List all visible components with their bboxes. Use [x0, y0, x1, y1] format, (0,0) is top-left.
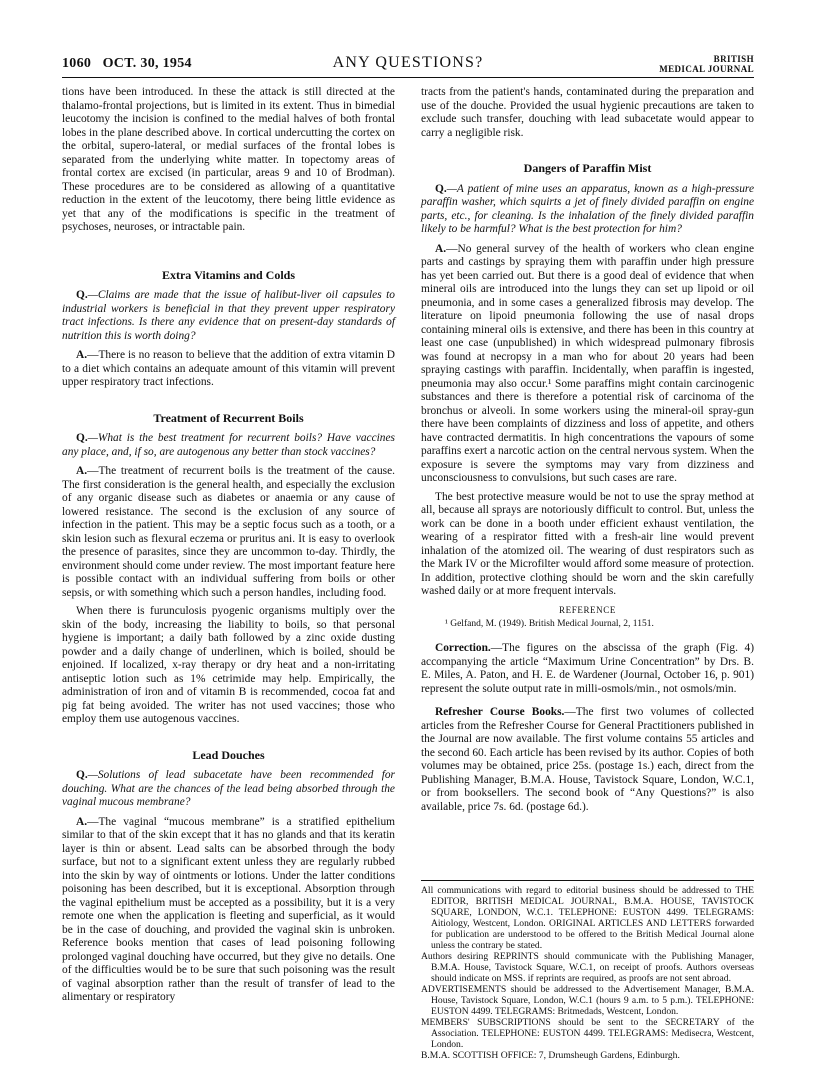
- answer-vitamins: A.—There is no reason to believe that the addition of extra vitamin D to a diet which contains an adequate amount of this vitamin will prevent upper respiratory tract infections.: [62, 349, 395, 388]
- page-header: [62, 52, 754, 80]
- notice-scottish-office: B.M.A. SCOTTISH OFFICE: 7, Drumsheugh Gardens, Edinburgh.: [421, 1050, 680, 1061]
- notice-advertisements: ADVERTISEMENTS should be addressed to the Advertisement Manager, B.M.A. House, Tavistock Square, London, W.C.1 (hours 9 a.m. to 5 p.m.). TELEPHONE: EUSTON 4499. TELEGRAMS: Britmedads, Westcent, London.: [421, 984, 754, 1017]
- notices-rule: [421, 880, 754, 881]
- office-notices: [421, 880, 754, 1061]
- answer-lead-continued: tracts from the patient's hands, contaminated during the preparation and use of the douche. Provided the usual hygienic precautions are taken to exclude such transfer, douching with lead subacetate would appear to carry a negligible risk.: [421, 86, 754, 139]
- refresher-note: Refresher Course Books.—The first two volumes of collected articles from the Refresher Course for General Practitioners published in the Journal are now available. The first volume contains 55 articles and the second 60. Each article has been revised by its author. Copies of both volumes may be obtained, price 25s. (postage 1s.) each, direct from the Publishing Manager, B.M.A. House, Tavistock Square, London, W.C.1, or from booksellers. The second book of “Any Questions?” is also available, price 7s. 6d. (postage 6d.).: [421, 706, 754, 813]
- notice-reprints: Authors desiring REPRINTS should communicate with the Publishing Manager, B.M.A. House, Tavistock Square, W.C.1, on receipt of proofs. Authors overseas should indicate on MSS. if reprints are required, as proofs are not sent abroad.: [421, 951, 754, 984]
- question-boils: Q.—What is the best treatment for recurrent boils? Have vaccines any place, and, if so, are autogenous any better than stock vaccines?: [62, 432, 395, 458]
- notice-subscriptions: MEMBERS' SUBSCRIPTIONS should be sent to the SECRETARY of the Association. TELEPHONE: EUSTON 4499. TELEGRAMS: Medisecra, Westcent, London.: [421, 1017, 754, 1050]
- reference-item: ¹ Gelfand, M. (1949). British Medical Journal, 2, 1151.: [445, 619, 654, 629]
- heading-extra-vitamins: Extra Vitamins and Colds: [161, 267, 296, 282]
- heading-recurrent-boils: Treatment of Recurrent Boils: [153, 410, 304, 425]
- heading-lead-douches: Lead Douches: [192, 747, 265, 762]
- left-column: [62, 86, 395, 1010]
- reference-heading: REFERENCE: [559, 604, 616, 615]
- answer-boils-p2: When there is furunculosis pyogenic organisms multiply over the skin of the body, increasing the liability to boils, so that personal hygiene is important; a daily bath followed by a zinc oxide dusting powder and a daily change of underlinen, which is boiled, should be enjoined. If localized, x-ray therapy or dry heat and a non-irritating antiseptic lotion such as 1% cetrimide may help. Empirically, the administration of iron and of vitamin B is recommended, cocoa fat and pig fat being avoided. The writer has not used vaccines; those who employ them use autogenous vaccines.: [62, 605, 395, 725]
- page-number-date: 1060 OCT. 30, 1954: [62, 56, 192, 71]
- answer-boils: A.—The treatment of recurrent boils is the treatment of the cause. The first consideration is the general health, and especially the exclusion of any organic disease such as diabetes or anaemia or any cause of lowered resistance. The second is the exclusion of any source of infection in the patient. This may be a septic focus such as a tooth, or a skin lesion such as flexural eczema or pruritus ani. It is easy to overlook the presence of parasites, since they are uncommon to-day. Thirdly, the environment should come under review. The most important feature here is possible contact with an individual suffering from boils or other sepsis, or with something which such a person handles, including food.: [62, 465, 395, 599]
- heading-paraffin-mist: Dangers of Paraffin Mist: [523, 161, 652, 175]
- journal-name: BRITISH MEDICAL JOURNAL: [659, 54, 754, 74]
- answer-paraffin: A.—No general survey of the health of workers who clean engine parts and castings by spraying them with paraffin under high pressure has yet been carried out. But there is a good deal of evidence that when mineral oils are introduced into the lungs they can set up lipoid or oil pneumonia, and in some cases a generalized fibrosis may develop. The literature on lipoid pneumonia following the use of nasal drops containing mineral oils is extensive, and there has been in this country at least one case (unpublished) in which widespread pulmonary fibrosis was found at necropsy in a man who for about 20 years had been spraying castings with paraffin. Incidentally, when paraffin is ingested, pneumonia may also occur.¹ Some paraffins might contain carcinogenic substances and there is therefore a potential risk of carcinoma of the bronchus or alveoli. In some workers using the mineral-oil spray-gun there have been complaints of dizziness and loss of appetite, and others have contracted dermatitis. In high concentrations the vapours of some paraffins exert a narcotic action on the central nervous system. When the exposure is severe the symptoms may vary from dizziness and unconsciousness to convulsions, but such cases are rare.: [421, 242, 754, 484]
- question-vitamins: Q.—Claims are made that the issue of halibut-liver oil capsules to industrial workers is beneficial in that they prevent upper respiratory tract infections. Is there any evidence that on present-day standards of nutrition this is worth doing?: [62, 289, 395, 342]
- right-column: [421, 86, 754, 818]
- section-title: ANY QUESTIONS?: [332, 54, 484, 71]
- answer-paraffin-p2: The best protective measure would be not to use the spray method at all, because all sprays are notoriously difficult to control. But, unless the work can be done in a booth under efficient exhaust ventilation, the wearing of a respirator fitted with a fresh-air line would prevent inhalation of the atomized oil. The wearing of dust respirators such as the Mark IV or the Microfilter would afford some measure of protection. In addition, protective clothing should be worn and the skin carefully washed daily or at more frequent intervals.: [421, 490, 754, 597]
- continued-paragraph: tions have been introduced. In these the attack is still directed at the thalamo-frontal projections, but is limited in its extent. Thus in bimedial leucotomy the incision is confined to the medial halves of both frontal lobes in the plane described above. In cortical undercutting the cortex on the orbital, supero-lateral, or medial surfaces of the frontal lobes is separated from the underlying white matter. In topectomy areas of frontal cortex are excised (in particular, areas 9 and 10 of Brodman). These procedures are to be considered as allowing of a quantitative reduction in the extent of the leucotomy, there being little evidence as yet that any of the modifications is specific in the treatment of psychoses, neuroses, or intractable pain.: [62, 86, 395, 233]
- answer-lead: A.—The vaginal “mucous membrane” is a stratified epithelium similar to that of the skin except that it has no glands and that its keratin layer is thin or absent. Lead salts can be absorbed through the body surface, but not to a significant extent unless they are regularly rubbed into the skin by way of ointments or lotions. Under the latter conditions poisoning has been described, but it is exceptional. Absorption through the vaginal epithelium must be accepted as a possibility, but it is a very remote one when the application is fleeting and superficial, as it would be in the case of douching, and provided the vaginal skin is unbroken. Reference books mention that cases of lead poisoning following prolonged vaginal douching have occurred, but they give no details. One of the difficulties would be to be sure that such poisoning was the result of vaginal absorption rather than the result of transfer of lead to the alimentary or respiratory: [62, 815, 395, 1003]
- correction-note: Correction.—The figures on the abscissa of the graph (Fig. 4) accompanying the article “Maximum Urine Concentration” by Drs. B. E. Miles, A. Paton, and H. E. de Wardener (Journal, October 16, p. 901) represent the solute output rate in milli-osmols/min., not osmols/min.: [421, 642, 754, 695]
- header-rule: [62, 77, 754, 78]
- question-paraffin: Q.—A patient of mine uses an apparatus, known as a high-pressure paraffin washer, which squirts a jet of finely divided paraffin on engine parts, etc., for cleaning. Is the inhalation of the finely divided paraffin likely to be harmful? What is the best protection for him?: [421, 182, 754, 235]
- notice-editorial: All communications with regard to editorial business should be addressed to THE EDITOR, BRITISH MEDICAL JOURNAL, B.M.A. HOUSE, TAVISTOCK SQUARE, LONDON, W.C.1. TELEPHONE: EUSTON 4499. TELEGRAMS: Aitiology, Westcent, London. ORIGINAL ARTICLES AND LETTERS forwarded for publication are understood to be offered to the British Medical Journal alone unless the contrary be stated.: [421, 885, 754, 951]
- question-lead: Q.—Solutions of lead subacetate have been recommended for douching. What are the chances of the lead being absorbed through the vaginal mucous membrane?: [62, 769, 395, 808]
